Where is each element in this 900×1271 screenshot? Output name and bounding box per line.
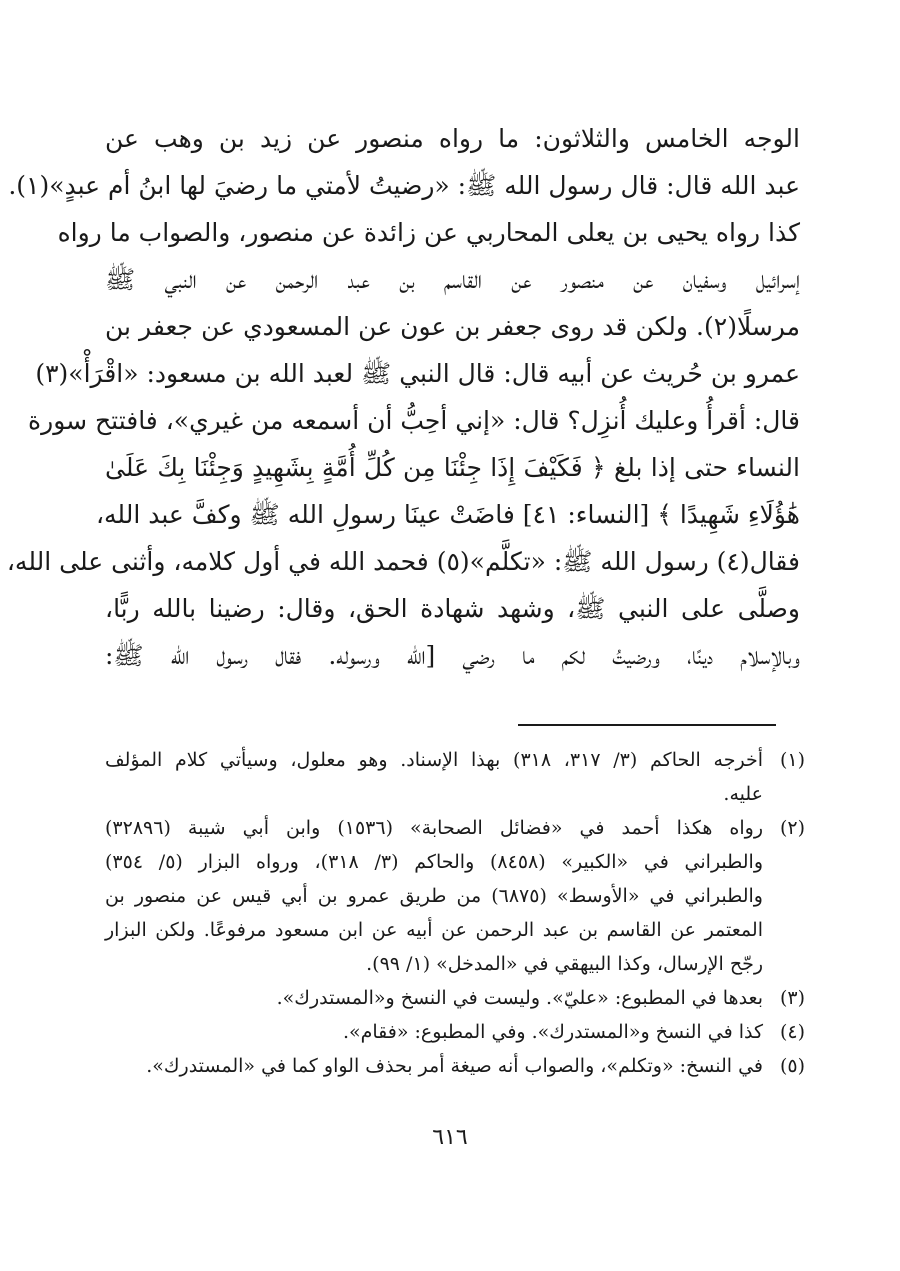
footnote-line: أخرجه الحاكم (٣/ ٣١٧، ٣١٨) بهذا الإسناد. وهو معلول، وسيأتي كلام المؤلف: [105, 749, 763, 771]
footnotes: [105, 743, 805, 1083]
footnote-5: [105, 1049, 805, 1083]
footnote-body: [105, 1049, 763, 1083]
footnote-number: (٣): [779, 987, 805, 1009]
footnote-3: [105, 981, 805, 1015]
text-line-7: قال: أقرأُ وعليك أُنزِل؟ قال: «إني أحِبُّ أن أسمعه من غيري»، فافتتح سورة: [28, 406, 800, 435]
page-number: ٦١٦: [432, 1125, 468, 1150]
footnote-separator: [518, 724, 776, 726]
footnote-line: والطبراني في «الكبير» (٨٤٥٨) والحاكم (٣/ ٣١٨)، ورواه البزار (٥/ ٣٥٤): [105, 851, 763, 873]
footnote-line: والطبراني في «الأوسط» (٦٨٧٥) من طريق عمرو بن أبي قيس عن منصور بن: [105, 885, 763, 907]
footnote-line: عليه.: [723, 783, 763, 805]
footnote-line: المعتمر عن القاسم بن عبد الرحمن عن أبيه عن ابن مسعود مرفوعًا. ولكن البزار: [105, 919, 763, 941]
footnote-line: في النسخ: «وتكلم»، والصواب أنه صيغة أمر بحذف الواو كما في «المستدرك».: [146, 1055, 763, 1077]
footnote-4: [105, 1015, 805, 1049]
footnote-body: [105, 981, 763, 1015]
footnote-number: (٢): [779, 817, 805, 839]
footnote-2: [105, 811, 805, 981]
footnote-line: رجّح الإرسال، وكذا البيهقي في «المدخل» (١/ ٩٩).: [366, 953, 763, 975]
text-line-6: عمرو بن حُريث عن أبيه قال: قال النبي ﷺ لعبد الله بن مسعود: «اقْرَأْ»(٣): [35, 359, 800, 388]
text-line-10: فقال(٤) رسول الله ﷺ: «تكلَّم»(٥) فحمد الله في أول كلامه، وأثنى على الله،: [6, 547, 800, 576]
text-line-4: إسرائيل وسفيان عن منصور عن القاسم بن عبد الرحمن عن النبي ﷺ: [105, 265, 800, 294]
text-line-8: النساء حتى إذا بلغ ﴿ فَكَيْفَ إِذَا جِئْنَا مِن كُلِّ أُمَّةٍ بِشَهِيدٍ وَجِئْنَا بِكَ عَلَىٰ: [105, 453, 800, 482]
footnote-line: رواه هكذا أحمد في «فضائل الصحابة» (١٥٣٦) وابن أبي شيبة (٣٢٨٩٦): [105, 817, 764, 839]
footnote-number: (٥): [779, 1055, 805, 1077]
footnote-body: [105, 743, 763, 811]
footnote-1: [105, 743, 805, 811]
footnote-body: [105, 811, 763, 981]
main-text: [6, 115, 800, 679]
text-line-1: الوجه الخامس والثلاثون: ما رواه منصور عن زيد بن وهب عن: [105, 124, 800, 153]
footnote-number: (١): [779, 749, 805, 771]
footnote-line: كذا في النسخ و«المستدرك». وفي المطبوع: «فقام».: [342, 1021, 763, 1043]
footnote-line: بعدها في المطبوع: «عليّ». وليست في النسخ و«المستدرك».: [276, 987, 763, 1009]
text-line-5: مرسلًا(٢). ولكن قد روى جعفر بن عون عن المسعودي عن جعفر بن: [105, 312, 800, 341]
text-line-2: عبد الله قال: قال رسول الله ﷺ: «رضيتُ لأمتي ما رضيَ لها ابنُ أم عبدٍ»(١).: [8, 171, 800, 200]
text-line-3: كذا رواه يحيى بن يعلى المحاربي عن زائدة عن منصور، والصواب ما رواه: [57, 218, 800, 247]
text-line-11: وصلَّى على النبي ﷺ، وشهد شهادة الحق، وقال: رضينا بالله ربًّا،: [105, 594, 800, 623]
footnote-body: [105, 1015, 763, 1049]
text-line-12: وبالإسلام دينًا، ورضيتُ لكم ما رضي [الله ورسوله. فقال رسول الله ﷺ:: [105, 641, 800, 670]
text-line-9: هَٰؤُلَاءِ شَهِيدًا ﴾ [النساء: ٤١] فاضَتْ عينَا رسولِ الله ﷺ وكفَّ عبد الله،: [95, 500, 800, 529]
footnote-number: (٤): [779, 1021, 805, 1043]
